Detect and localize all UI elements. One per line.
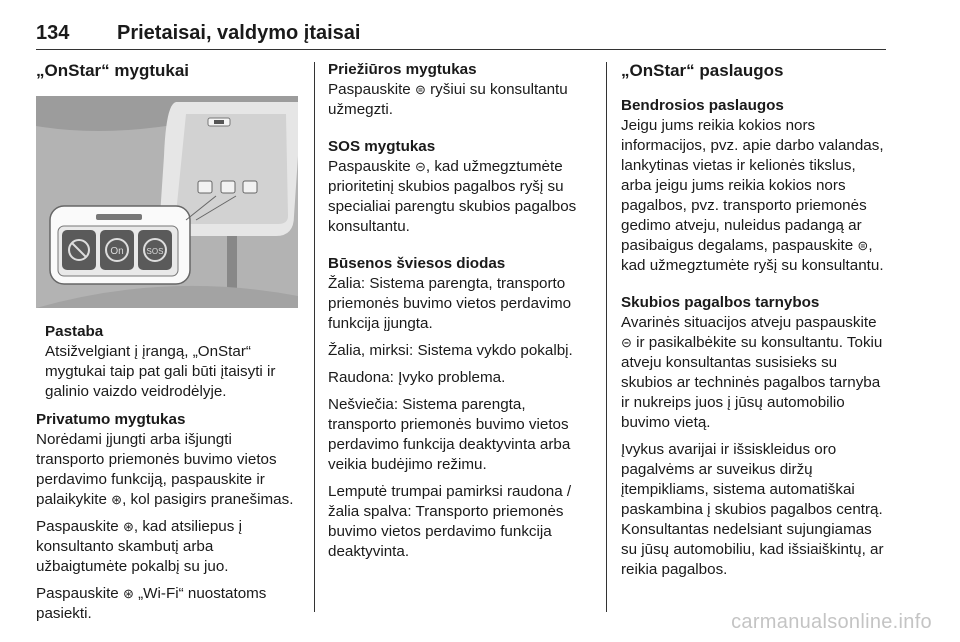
header-rule <box>36 49 886 50</box>
led-paragraph-2: Žalia, mirksi: Sistema vykdo pokalbį. <box>328 342 573 359</box>
column-1 <box>36 60 300 631</box>
led-paragraph-1: Žalia: Sistema parengta, transporto priemonės buvimo vietos perdavimo funkcija įjungta. <box>328 275 572 332</box>
general-services-heading: Bendrosios paslaugos <box>621 97 784 114</box>
emergency-text-b: ir pasikalbėkite su konsultantu. Tokiu atveju konsultantas susisieks su skubios ar techninės pagalbos tarnyba ir nukreips juos į jūsų automobilio buvimo vietą. <box>621 334 883 431</box>
emergency-paragraph-1 <box>621 313 887 433</box>
page-number: 134 <box>36 22 70 44</box>
privacy-p1-text-b: , kol pasigirs pranešimas. <box>122 491 294 508</box>
emergency-text-a: Avarinės situacijos atveju paspauskite <box>621 314 877 331</box>
privacy-button-icon: ⊛ <box>122 519 134 534</box>
onstar-services-title: „OnStar“ paslaugos <box>621 61 784 80</box>
emergency-heading: Skubios pagalbos tarnybos <box>621 294 820 311</box>
privacy-p2-text-a: Paspauskite <box>36 518 119 535</box>
led-paragraph-4: Nešviečia: Sistema parengta, transporto priemonės buvimo vietos perdavimo funkcija deaktyvinta arba veikia budėjimo režimu. <box>328 396 571 473</box>
privacy-p1-text-a: Norėdami įjungti arba išjungti transporto priemonės buvimo vietos perdavimo funkciją, paspauskite ir palaikykite <box>36 431 277 508</box>
led-paragraph-5: Lemputė trumpai pamirksi raudona / žalia spalva: Transporto priemonės buvimo vietos perdavimo funkcija deaktyvinta. <box>328 483 572 560</box>
onstar-service-icon: ⊜ <box>857 238 869 253</box>
general-services-paragraph <box>621 116 887 276</box>
privacy-p3-text-a: Paspauskite <box>36 585 119 602</box>
figure-label-on: On <box>110 246 124 257</box>
privacy-paragraph-3 <box>36 584 300 624</box>
watermark: carmanualsonline.info <box>731 611 932 633</box>
sos-text-a: Paspauskite <box>328 158 411 175</box>
sos-icon: ⊝ <box>414 159 426 174</box>
figure-label-sos: SOS <box>146 247 164 256</box>
led-paragraph-3: Raudona: Įvyko problema. <box>328 369 506 386</box>
led-heading: Būsenos šviesos diodas <box>328 255 506 272</box>
sos-heading: SOS mygtukas <box>328 138 436 155</box>
page-header <box>36 22 886 52</box>
onstar-buttons-illustration <box>36 96 298 308</box>
privacy-p3-text-b: „Wi-Fi“ nuostatoms pasiekti. <box>36 585 267 622</box>
privacy-button-icon: ⊛ <box>122 586 134 601</box>
service-heading: Priežiūros mygtukas <box>328 61 477 78</box>
note-text: Atsižvelgiant į įrangą, „OnStar“ mygtukai taip pat gali būti įtaisyti ir galinio vaizdo veidrodėlyje. <box>45 343 276 400</box>
privacy-paragraph-2 <box>36 517 300 577</box>
privacy-heading: Privatumo mygtukas <box>36 411 186 428</box>
note-box <box>36 322 300 402</box>
sos-text-b: , kad užmegztumėte prioritetinį skubios pagalbos ryšį su specialiai parengtu skubios pagalbos konsultantu. <box>328 158 577 235</box>
column-divider-2 <box>606 62 607 612</box>
emergency-paragraph-2: Įvykus avarijai ir išsiskleidus oro pagalvėms ar suveikus diržų įtempikliams, sistema automatiškai paskambina į skubios pagalbos centrą. Konsultantas nedelsiant sujungiamas su jūsų automobiliu, kad išsiaiškintų, ar reikia pagalbos. <box>621 441 884 578</box>
service-text-a: Paspauskite <box>328 81 411 98</box>
onstar-service-icon: ⊜ <box>414 82 426 97</box>
privacy-paragraph-1 <box>36 430 300 510</box>
sos-icon: ⊝ <box>621 335 632 350</box>
general-text-a: Jeigu jums reikia kokios nors informacijos, pvz. apie darbo valandas, lankytinas vietas ir kelionės tikslus, arba jeigu jums reikia kokios nors pagalbos, pvz. transporto priemonės gedimo atveju, nuleidus padangą ar pasibaigus degalams, paspauskite <box>621 117 884 254</box>
general-text-b: , kad užmegztumėte ryšį su konsultantu. <box>621 237 884 274</box>
service-text-b: ryšiui su konsultantu užmegzti. <box>328 81 568 118</box>
column-divider-1 <box>314 62 315 612</box>
column-3 <box>621 60 887 587</box>
page-title: Prietaisai, valdymo įtaisai <box>117 22 361 44</box>
column-2 <box>328 60 590 569</box>
privacy-p2-text-b: , kad atsiliepus į konsultanto skambutį arba užbaigtumėte pokalbį su juo. <box>36 518 242 575</box>
privacy-button-icon: ⊛ <box>111 492 123 507</box>
onstar-buttons-title: „OnStar“ mygtukai <box>36 61 190 80</box>
note-heading: Pastaba <box>45 323 104 340</box>
sos-paragraph <box>328 157 590 237</box>
service-paragraph <box>328 80 590 120</box>
onstar-buttons-drawing <box>36 96 298 308</box>
